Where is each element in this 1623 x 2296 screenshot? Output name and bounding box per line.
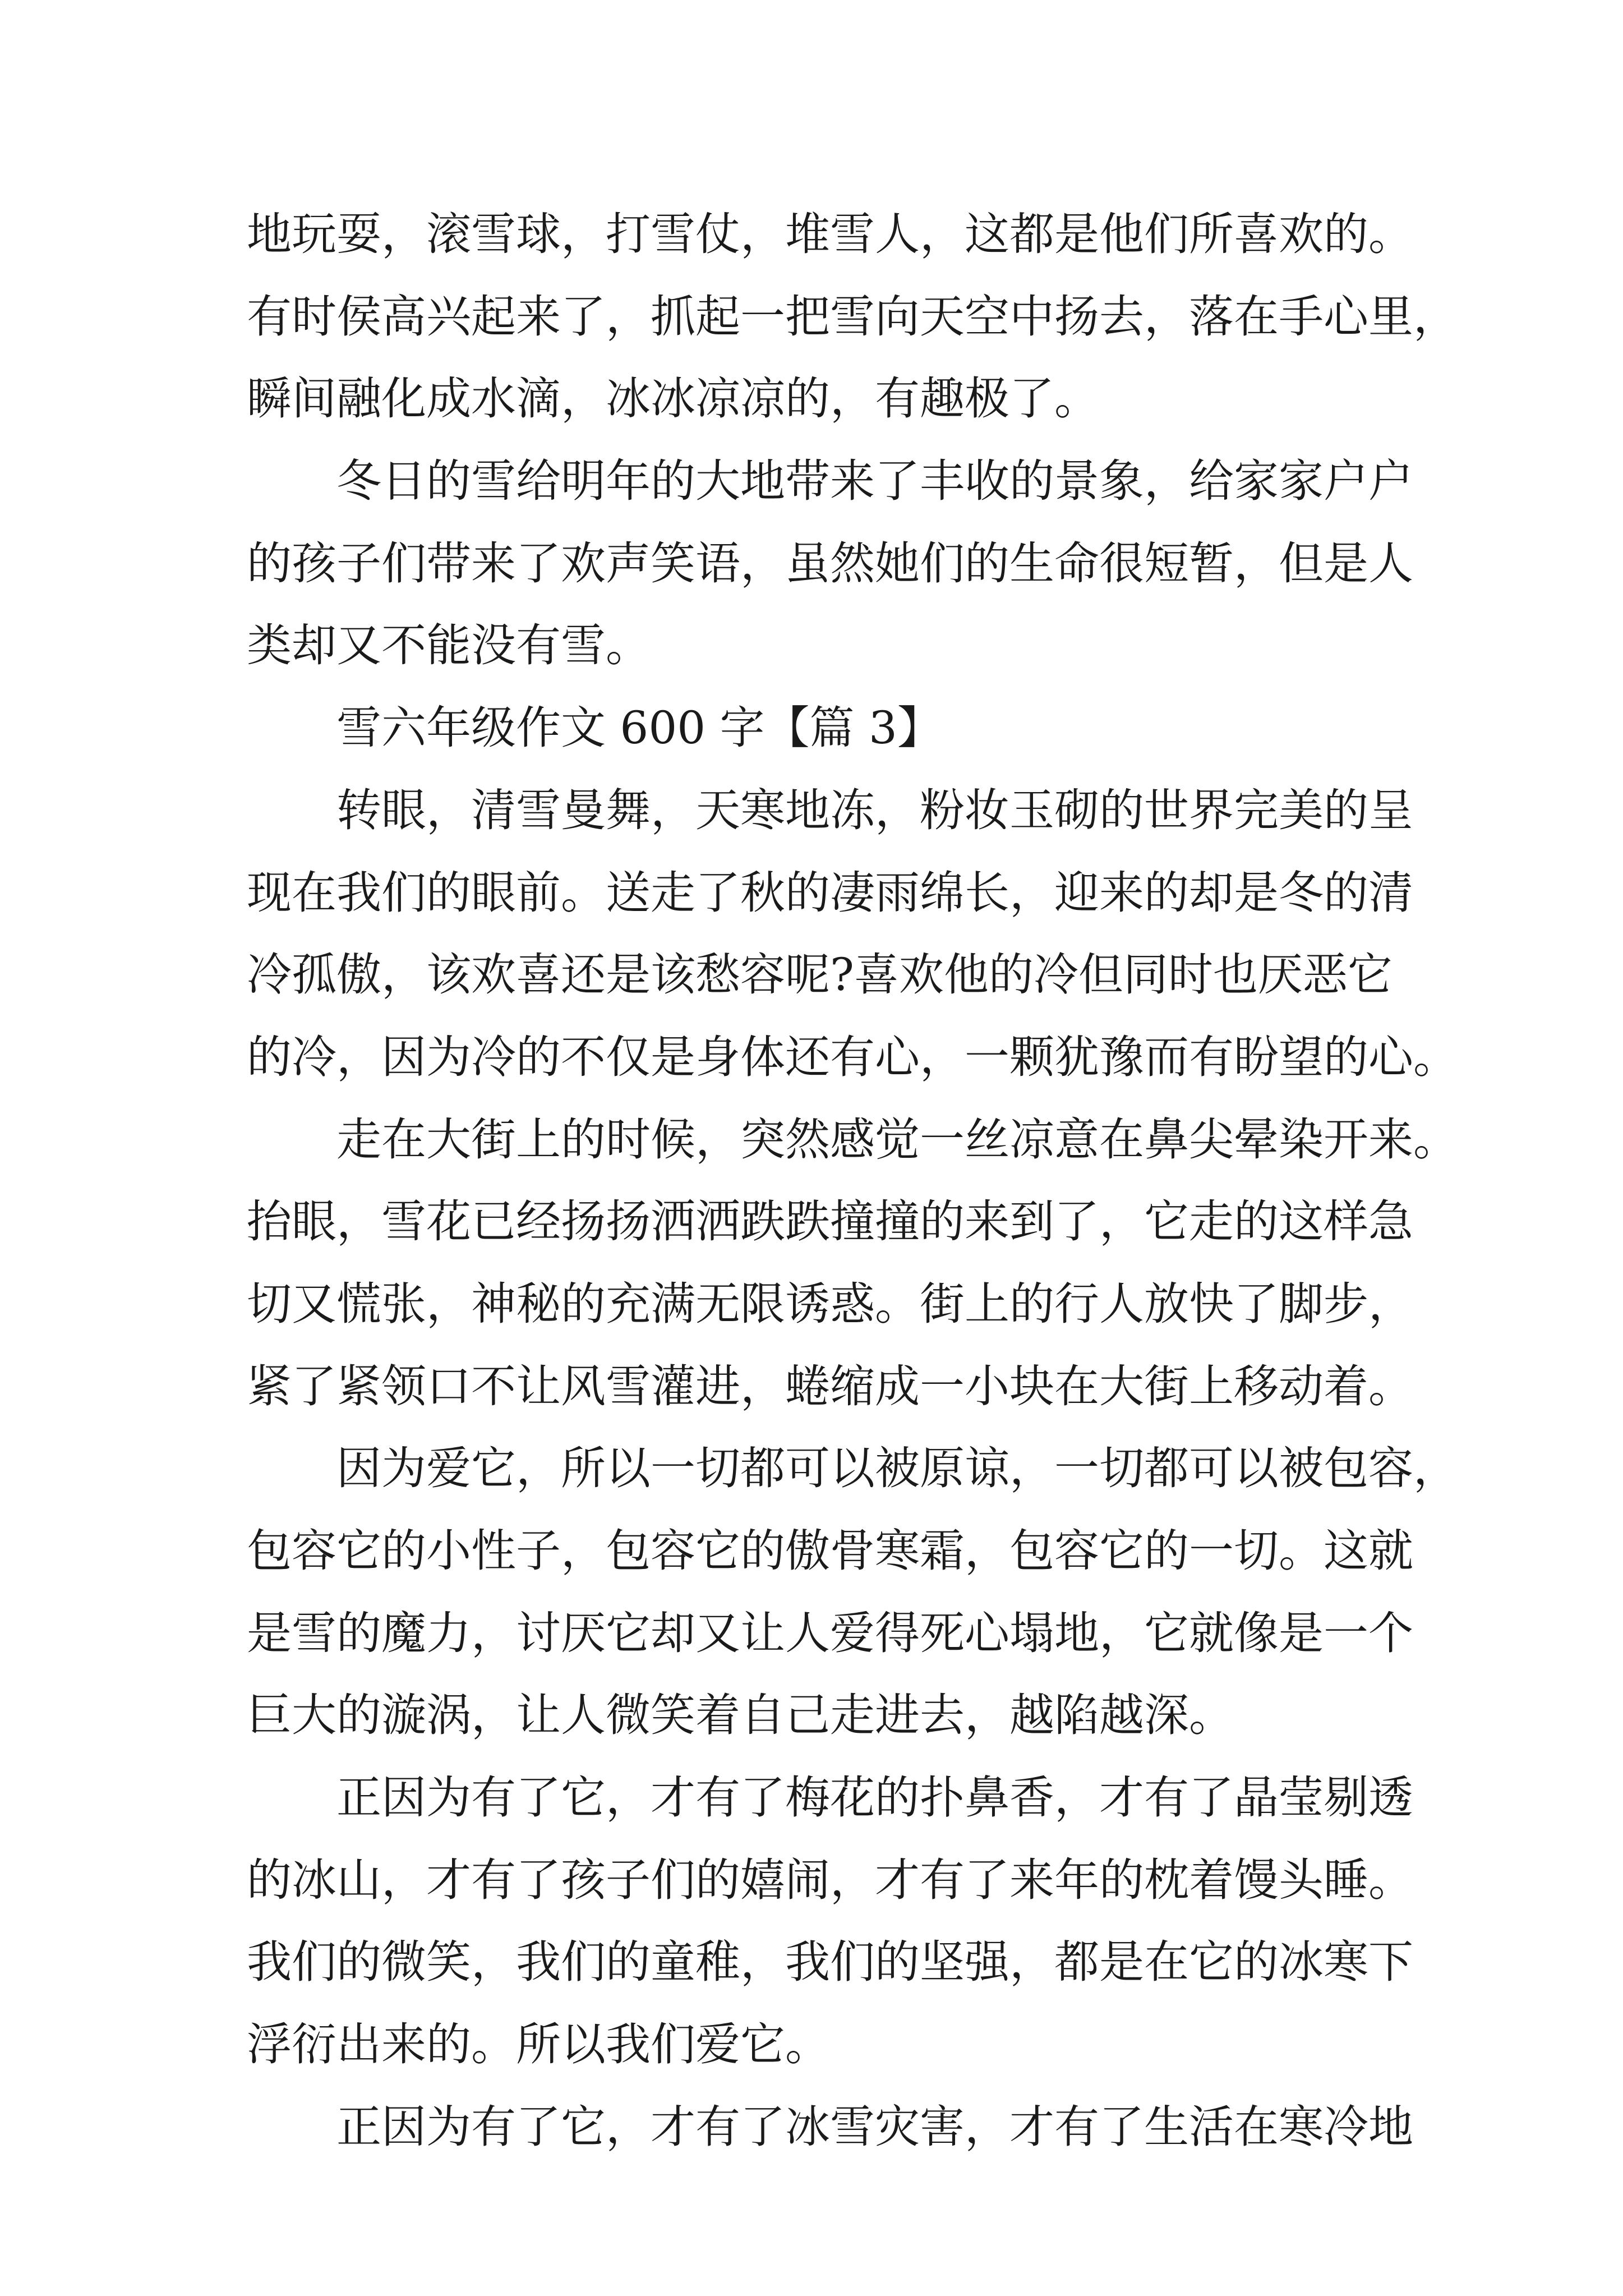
- text-line: 现在我们的眼前。送走了秋的凄雨绵长，迎来的却是冬的清: [247, 866, 1413, 919]
- text-line: 的孩子们带来了欢声笑语，虽然她们的生命很短暂，但是人: [247, 537, 1413, 590]
- text-line: 瞬间融化成水滴，冰冰凉凉的，有趣极了。: [247, 372, 1099, 425]
- text-line: 包容它的小性子，包容它的傲骨寒霜，包容它的一切。这就: [247, 1525, 1413, 1577]
- text-line: 正因为有了它，才有了冰雪灾害，才有了生活在寒冷地: [336, 2100, 1413, 2153]
- text-line: 雪六年级作文 600 字【篇 3】: [336, 702, 942, 754]
- text-line: 的冰山，才有了孩子们的嬉闹，才有了来年的枕着馒头睡。: [247, 1853, 1413, 1906]
- text-line: 巨大的漩涡，让人微笑着自己走进去，越陷越深。: [247, 1689, 1234, 1742]
- text-line: 抬眼，雪花已经扬扬洒洒跌跌撞撞的来到了，它走的这样急: [247, 1195, 1413, 1248]
- text-line: 我们的微笑，我们的童稚，我们的坚强，都是在它的冰寒下: [247, 1936, 1413, 1989]
- text-line: 类却又不能没有雪。: [247, 619, 651, 672]
- text-line: 是雪的魔力，讨厌它却又让人爱得死心塌地，它就像是一个: [247, 1607, 1413, 1659]
- text-line: 转眼，清雪曼舞，天寒地冻，粉妆玉砌的世界完美的呈: [336, 784, 1413, 836]
- text-line: 有时侯高兴起来了，抓起一把雪向天空中扬去，落在手心里，: [247, 290, 1458, 343]
- text-line: 的冷，因为冷的不仅是身体还有心，一颗犹豫而有盼望的心。: [247, 1030, 1458, 1083]
- essay-text: [247, 194, 1458, 2169]
- text-line: 因为爱它，所以一切都可以被原谅，一切都可以被包容，: [336, 1442, 1458, 1495]
- text-line: 正因为有了它，才有了梅花的扑鼻香，才有了晶莹剔透: [336, 1772, 1413, 1824]
- text-line: 冬日的雪给明年的大地带来了丰收的景象，给家家户户: [336, 455, 1413, 508]
- text-line: 冷孤傲，该欢喜还是该愁容呢?喜欢他的冷但同时也厌恶它: [247, 949, 1393, 1001]
- text-line: 走在大街上的时候，突然感觉一丝凉意在鼻尖晕染开来。: [336, 1113, 1458, 1166]
- text-line: 浮衍出来的。所以我们爱它。: [247, 2018, 830, 2071]
- text-line: 地玩耍，滚雪球，打雪仗，堆雪人，这都是他们所喜欢的。: [247, 208, 1413, 260]
- text-line: 紧了紧领口不让风雪灌进，蜷缩成一小块在大街上移动着。: [247, 1360, 1413, 1412]
- text-line: 切又慌张，神秘的充满无限诱惑。街上的行人放快了脚步，: [247, 1277, 1413, 1330]
